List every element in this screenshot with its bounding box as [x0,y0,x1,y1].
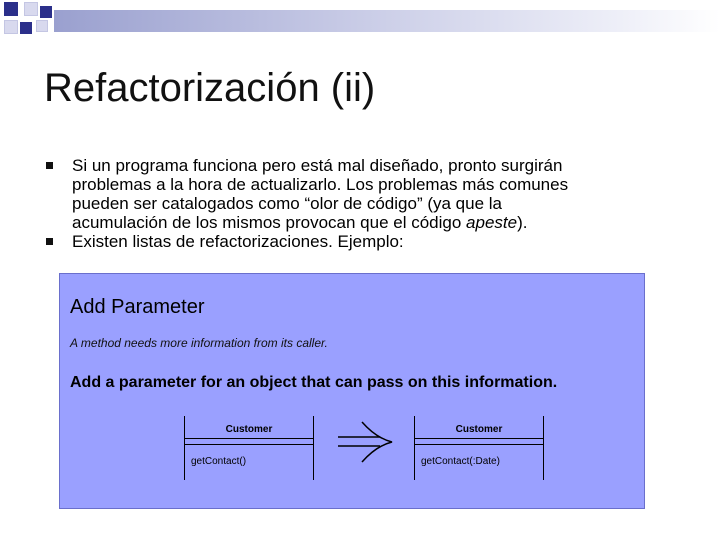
decor-square-navy-2 [40,6,52,18]
uml-class-after [414,416,544,480]
refactoring-example-box [59,273,645,509]
decor-square-light-1 [24,2,38,16]
bullet-marker [46,238,53,245]
bullet-text: ). [517,213,528,232]
decor-square-light-2 [4,20,18,34]
uml-divider [185,444,313,445]
top-decor-bar [54,10,720,32]
bullet-line-last [72,213,676,232]
uml-class-name: Customer [225,424,273,435]
uml-divider [415,438,543,439]
bullet-item-2 [46,232,676,251]
decor-square-navy-1 [4,2,18,16]
example-title: Add Parameter [70,296,205,318]
bullet-line: Existen listas de refactorizaciones. Ejemplo: [72,232,404,251]
bullet-line: Si un programa funciona pero está mal diseñado, pronto surgirán [72,156,563,175]
bullet-marker [46,162,53,169]
bullet-line: pueden ser catalogados como “olor de código” (ya que la [72,194,502,213]
decor-square-navy-3 [20,22,32,34]
slide-title: Refactorización (ii) [44,66,376,110]
example-action: Add a parameter for an object that can pass on this information. [70,374,558,391]
uml-operation: getContact() [191,456,247,467]
example-description: A method needs more information from its caller. [70,336,328,350]
uml-divider [185,438,313,439]
bullet-line: problemas a la hora de actualizarlo. Los problemas más comunes [72,175,569,194]
emphasis-text: apeste [466,213,518,232]
uml-divider [415,444,543,445]
decor-square-light-3 [36,20,48,32]
refactor-arrow-icon [336,418,396,468]
uml-class-name: Customer [455,424,503,435]
uml-class-before [184,416,314,480]
bullet-text: acumulación de los mismos provocan que el código [72,213,467,232]
bullet-item-1 [46,156,676,232]
uml-operation: getContact(:Date) [421,456,500,467]
bullet-list [46,156,676,251]
